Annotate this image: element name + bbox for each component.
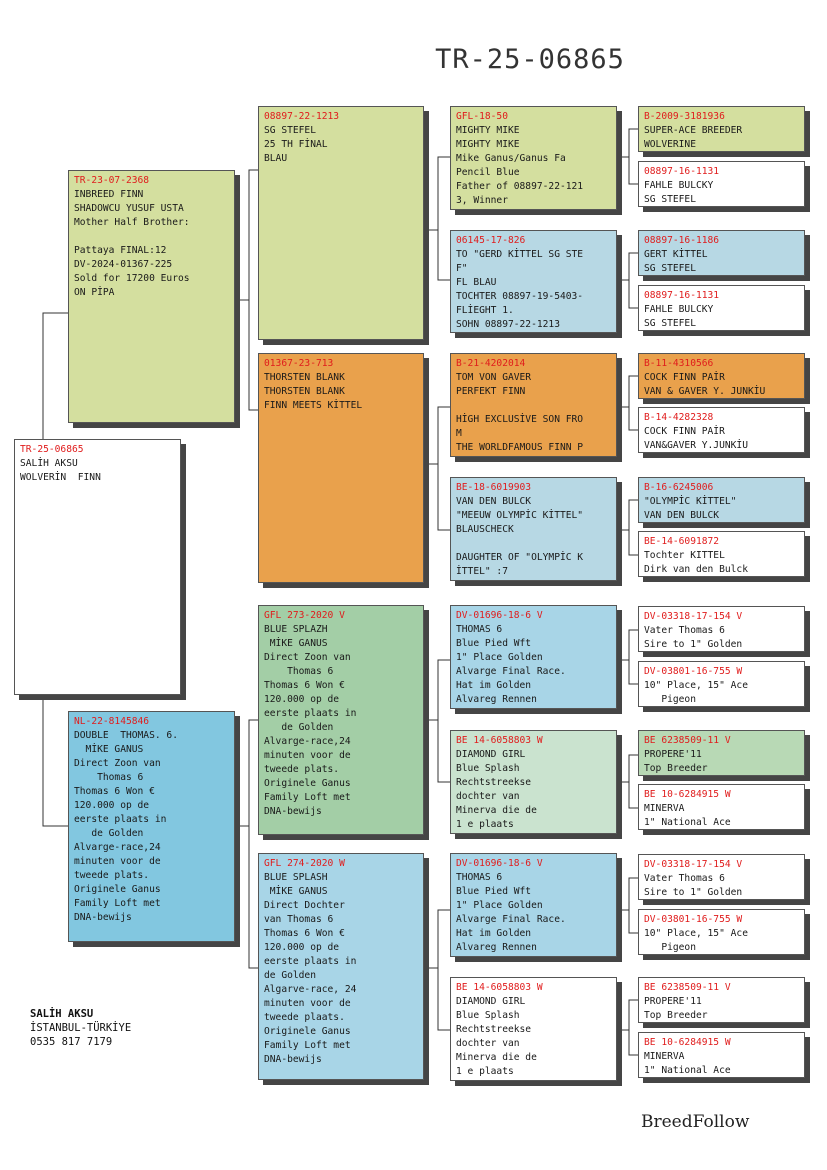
pedigree-line: Direct Zoon van <box>264 652 351 663</box>
pedigree-line: Alvarge-race,24 <box>74 842 161 853</box>
pedigree-line: Family Loft met <box>74 898 161 909</box>
pedigree-line: MİKE GANUS <box>264 638 328 649</box>
gen4-card-11[interactable] <box>638 730 805 776</box>
gen4-card-1[interactable] <box>638 106 805 152</box>
pedigree-line: MİKE GANUS <box>74 744 144 755</box>
pedigree-line: Vater Thomas 6 <box>644 873 725 884</box>
subject-card[interactable] <box>14 439 181 695</box>
pedigree-line: SG STEFEL <box>644 318 696 329</box>
pedigree-line <box>74 230 229 244</box>
pedigree-line: TOM VON GAVER <box>456 372 532 383</box>
pedigree-line: SHADOWCU YUSUF USTA <box>74 203 184 214</box>
pedigree-line: İTTEL" :7 <box>456 566 508 577</box>
pedigree-line: Blue Splash <box>456 763 520 774</box>
pedigree-line: Alvareg Rennen <box>456 694 537 705</box>
pedigree-line: SOHN 08897-22-1213 <box>456 319 560 330</box>
pedigree-line: SG STEFEL <box>264 125 316 136</box>
pedigree-line: 1" Place Golden <box>456 900 543 911</box>
ring-number: GFL 274-2020 W <box>264 858 345 869</box>
pedigree-line: Dirk van den Bulck <box>644 564 748 575</box>
pedigree-line: minuten voor de <box>74 856 161 867</box>
pedigree-line: dochter van <box>456 1038 520 1049</box>
gen4-card-2[interactable] <box>638 161 805 207</box>
dam-dam-card[interactable] <box>258 853 424 1080</box>
pedigree-line: Algarve-race, 24 <box>264 984 357 995</box>
pedigree-line: DOUBLE THOMAS. 6. <box>74 730 178 741</box>
ring-number: BE-18-6019903 <box>456 482 532 493</box>
pedigree-line: 1" National Ace <box>644 817 731 828</box>
owner-name: SALİH AKSU <box>30 1008 94 1020</box>
pedigree-line: 1" Place Golden <box>456 652 543 663</box>
ring-number: BE 14-6058803 W <box>456 982 543 993</box>
pedigree-line: Blue Pied Wft <box>456 886 532 897</box>
pedigree-line: Tochter KITTEL <box>644 550 725 561</box>
pedigree-line: HİGH EXCLUSİVE SON FRO <box>456 414 584 425</box>
pedigree-line: BLAUSCHECK <box>456 524 514 535</box>
pedigree-line: SUPER-ACE BREEDER <box>644 125 743 136</box>
dam-dam-sire-card[interactable] <box>450 853 617 957</box>
ring-number: B-16-6245006 <box>644 482 714 493</box>
pedigree-line: BLAU <box>264 153 288 164</box>
pedigree-line: 10" Place, 15" Ace <box>644 928 748 939</box>
pedigree-line: minuten voor de <box>264 750 351 761</box>
pedigree-line: Originele Ganus <box>264 778 351 789</box>
pedigree-line: Hat im Golden <box>456 928 532 939</box>
pedigree-line: PERFEKT FINN <box>456 386 526 397</box>
ring-number: NL-22-8145846 <box>74 716 150 727</box>
pedigree-line: THORSTEN BLANK <box>264 386 345 397</box>
ring-number: BE 10-6284915 W <box>644 1037 731 1048</box>
pedigree-line: Thomas 6 Won € <box>74 786 155 797</box>
pedigree-line: 25 TH FİNAL <box>264 139 328 150</box>
pedigree-line: Originele Ganus <box>74 884 161 895</box>
ring-number: B-14-4282328 <box>644 412 714 423</box>
pedigree-line: Pencil Blue <box>456 167 520 178</box>
pedigree-line: INBREED FINN <box>74 189 144 200</box>
pedigree-line: COCK FINN PAİR <box>644 372 725 383</box>
pedigree-line: VAN & GAVER Y. JUNKİU <box>644 386 766 397</box>
pedigree-line: THOMAS 6 <box>456 872 503 883</box>
pedigree-line: MIGHTY MIKE <box>456 125 520 136</box>
pedigree-line: Father of 08897-22-121 <box>456 181 584 192</box>
pedigree-line: DV-2024-01367-225 <box>74 259 173 270</box>
pedigree-line: 1 e plaats <box>456 1066 514 1077</box>
pedigree-line <box>456 537 611 551</box>
pedigree-line: FLİEGHT 1. <box>456 305 514 316</box>
pedigree-line: SALİH AKSU <box>20 458 78 469</box>
pedigree-line: Pigeon <box>644 942 696 953</box>
pedigree-line: Thomas 6 Won € <box>264 928 345 939</box>
pedigree-line: Hat im Golden <box>456 680 532 691</box>
ring-number: DV-03801-16-755 W <box>644 914 743 925</box>
ring-number: B-11-4310566 <box>644 358 714 369</box>
brand-logo-text: BreedFollow <box>641 1112 750 1132</box>
pedigree-line: Direct Zoon van <box>74 758 161 769</box>
pedigree-line: MIGHTY MIKE <box>456 139 520 150</box>
pedigree-line: BLUE SPLASH <box>264 872 328 883</box>
owner-location: İSTANBUL-TÜRKİYE <box>30 1022 132 1034</box>
gen4-card-9[interactable] <box>638 606 805 652</box>
pedigree-line: Thomas 6 Won € <box>264 680 345 691</box>
pedigree-line: FAHLE BULCKY <box>644 304 714 315</box>
gen4-card-16[interactable] <box>638 1032 805 1078</box>
pedigree-line: Rechtstreekse <box>456 1024 532 1035</box>
pedigree-line: de Golden <box>264 970 316 981</box>
pedigree-line: TO "GERD KİTTEL SG STE <box>456 249 584 260</box>
pedigree-line: M <box>456 428 462 439</box>
pedigree-line: 1" National Ace <box>644 1065 731 1076</box>
pedigree-line: Alvarge Final Race. <box>456 914 566 925</box>
pedigree-line: DIAMOND GIRL <box>456 749 526 760</box>
ring-number: 08897-16-1131 <box>644 166 720 177</box>
pedigree-line: Originele Ganus <box>264 1026 351 1037</box>
pedigree-line: Top Breeder <box>644 763 708 774</box>
sire-sire-sire-card[interactable] <box>450 106 617 210</box>
ring-number: 06145-17-826 <box>456 235 526 246</box>
pedigree-line: MINERVA <box>644 1051 685 1062</box>
pedigree-line: Blue Pied Wft <box>456 638 532 649</box>
pedigree-line: Sire to 1" Golden <box>644 887 743 898</box>
pedigree-line: Vater Thomas 6 <box>644 625 725 636</box>
ring-number: DV-01696-18-6 V <box>456 610 543 621</box>
pedigree-line: tweede plats. <box>74 870 150 881</box>
gen4-card-4[interactable] <box>638 285 805 331</box>
pedigree-line: MİKE GANUS <box>264 886 328 897</box>
ring-number: BE 14-6058803 W <box>456 735 543 746</box>
pedigree-line: VAN&GAVER Y.JUNKİU <box>644 440 748 451</box>
pedigree-line: Mike Ganus/Ganus Fa <box>456 153 566 164</box>
owner-info <box>30 1007 131 1049</box>
ring-number: DV-03318-17-154 V <box>644 611 743 622</box>
pedigree-line: eerste plaats in <box>264 956 357 967</box>
pedigree-line: tweede plaats. <box>264 1012 345 1023</box>
pedigree-line: Family Loft met <box>264 792 351 803</box>
pedigree-line: 120.000 op de <box>264 694 340 705</box>
pedigree-line: "OLYMPİC KİTTEL" <box>644 496 737 507</box>
pedigree-line: Top Breeder <box>644 1010 708 1021</box>
ring-number: 08897-22-1213 <box>264 111 340 122</box>
pedigree-line: WOLVERİN FINN <box>20 472 101 483</box>
sire-dam-sire-card[interactable] <box>450 353 617 457</box>
pedigree-line: dochter van <box>456 791 520 802</box>
pedigree-line: PROPERE'11 <box>644 996 702 1007</box>
gen4-card-14[interactable] <box>638 909 805 955</box>
pedigree-line: Sold for 17200 Euros <box>74 273 190 284</box>
gen4-card-5[interactable] <box>638 353 805 399</box>
pedigree-line: Family Loft met <box>264 1040 351 1051</box>
gen4-card-3[interactable] <box>638 230 805 276</box>
ring-number: DV-03801-16-755 W <box>644 666 743 677</box>
pedigree-line: Alvarge-race,24 <box>264 736 351 747</box>
pedigree-line: Thomas 6 <box>264 666 334 677</box>
pedigree-line: de Golden <box>74 828 144 839</box>
ring-number: DV-01696-18-6 V <box>456 858 543 869</box>
ring-number: BE 6238509-11 V <box>644 982 731 993</box>
ring-number: 01367-23-713 <box>264 358 334 369</box>
pedigree-title: TR-25-06865 <box>435 44 625 75</box>
pedigree-line: eerste plaats in <box>74 814 167 825</box>
sire-dam-dam-card[interactable] <box>450 477 617 581</box>
pedigree-line <box>456 399 611 413</box>
sire-dam-card[interactable] <box>258 353 424 583</box>
pedigree-line: Blue Splash <box>456 1010 520 1021</box>
pedigree-line: Minerva die de <box>456 805 537 816</box>
pedigree-line: WOLVERINE <box>644 139 696 150</box>
pedigree-line: FAHLE BULCKY <box>644 180 714 191</box>
pedigree-line: DNA-bewijs <box>74 912 132 923</box>
gen4-card-15[interactable] <box>638 977 805 1023</box>
pedigree-line: THORSTEN BLANK <box>264 372 345 383</box>
pedigree-line: FINN MEETS KİTTEL <box>264 400 363 411</box>
dam-sire-sire-card[interactable] <box>450 605 617 709</box>
pedigree-line: Direct Dochter <box>264 900 345 911</box>
pedigree-line: 120.000 op de <box>74 800 150 811</box>
ring-number: TR-23-07-2368 <box>74 175 150 186</box>
owner-phone: 0535 817 7179 <box>30 1036 113 1048</box>
sire-sire-dam-card[interactable] <box>450 230 617 333</box>
pedigree-line: "MEEUW OLYMPİC KİTTEL" <box>456 510 584 521</box>
pedigree-line: THE WORLDFAMOUS FINN P <box>456 442 584 453</box>
pedigree-line: Minerva die de <box>456 1052 537 1063</box>
pedigree-line: Pattaya FINAL:12 <box>74 245 167 256</box>
ring-number: 08897-16-1186 <box>644 235 720 246</box>
pedigree-line: VAN DEN BULCK <box>644 510 720 521</box>
pedigree-line: DAUGHTER OF "OLYMPİC K <box>456 552 584 563</box>
pedigree-line: DNA-bewijs <box>264 1054 322 1065</box>
gen4-card-6[interactable] <box>638 407 805 453</box>
pedigree-line: VAN DEN BULCK <box>456 496 532 507</box>
pedigree-line: SG STEFEL <box>644 194 696 205</box>
ring-number: 08897-16-1131 <box>644 290 720 301</box>
pedigree-line: TOCHTER 08897-19-5403- <box>456 291 584 302</box>
pedigree-line: Alvareg Rennen <box>456 942 537 953</box>
ring-number: DV-03318-17-154 V <box>644 859 743 870</box>
pedigree-line: BLUE SPLAZH <box>264 624 328 635</box>
pedigree-line: 1 e plaats <box>456 819 514 830</box>
pedigree-line: 120.000 op de <box>264 942 340 953</box>
pedigree-line: Pigeon <box>644 694 696 705</box>
dam-dam-dam-card[interactable] <box>450 977 617 1081</box>
gen4-card-12[interactable] <box>638 784 805 830</box>
pedigree-line: Thomas 6 <box>74 772 144 783</box>
pedigree-line: THOMAS 6 <box>456 624 503 635</box>
pedigree-line: de Golden <box>264 722 334 733</box>
gen4-card-10[interactable] <box>638 661 805 707</box>
dam-card[interactable] <box>68 711 235 942</box>
pedigree-line: van Thomas 6 <box>264 914 334 925</box>
ring-number: TR-25-06865 <box>20 444 84 455</box>
dam-sire-card[interactable] <box>258 605 424 835</box>
pedigree-line: eerste plaats in <box>264 708 357 719</box>
pedigree-line: Alvarge Final Race. <box>456 666 566 677</box>
pedigree-line: 10" Place, 15" Ace <box>644 680 748 691</box>
pedigree-line: 3, Winner <box>456 195 508 206</box>
pedigree-line: Rechtstreekse <box>456 777 532 788</box>
pedigree-line: DIAMOND GIRL <box>456 996 526 1007</box>
ring-number: GFL-18-50 <box>456 111 508 122</box>
pedigree-line: MINERVA <box>644 803 685 814</box>
pedigree-line: tweede plats. <box>264 764 340 775</box>
pedigree-line: ON PİPA <box>74 287 115 298</box>
ring-number: B-21-4202014 <box>456 358 526 369</box>
pedigree-line: COCK FINN PAİR <box>644 426 725 437</box>
dam-sire-dam-card[interactable] <box>450 730 617 834</box>
pedigree-line: Sire to 1" Golden <box>644 639 743 650</box>
pedigree-line: GERT KİTTEL <box>644 249 708 260</box>
pedigree-line: PROPERE'11 <box>644 749 702 760</box>
pedigree-line: minuten voor de <box>264 998 351 1009</box>
gen4-card-13[interactable] <box>638 854 805 900</box>
ring-number: BE 10-6284915 W <box>644 789 731 800</box>
pedigree-line: SG STEFEL <box>644 263 696 274</box>
pedigree-line: Mother Half Brother: <box>74 217 190 228</box>
sire-card[interactable] <box>68 170 235 423</box>
pedigree-line: FL BLAU <box>456 277 497 288</box>
ring-number: BE-14-6091872 <box>644 536 720 547</box>
ring-number: BE 6238509-11 V <box>644 735 731 746</box>
ring-number: B-2009-3181936 <box>644 111 725 122</box>
ring-number: GFL 273-2020 V <box>264 610 345 621</box>
gen4-card-7[interactable] <box>638 477 805 523</box>
pedigree-line: DNA-bewijs <box>264 806 322 817</box>
pedigree-line: F" <box>456 263 468 274</box>
sire-sire-card[interactable] <box>258 106 424 340</box>
gen4-card-8[interactable] <box>638 531 805 577</box>
